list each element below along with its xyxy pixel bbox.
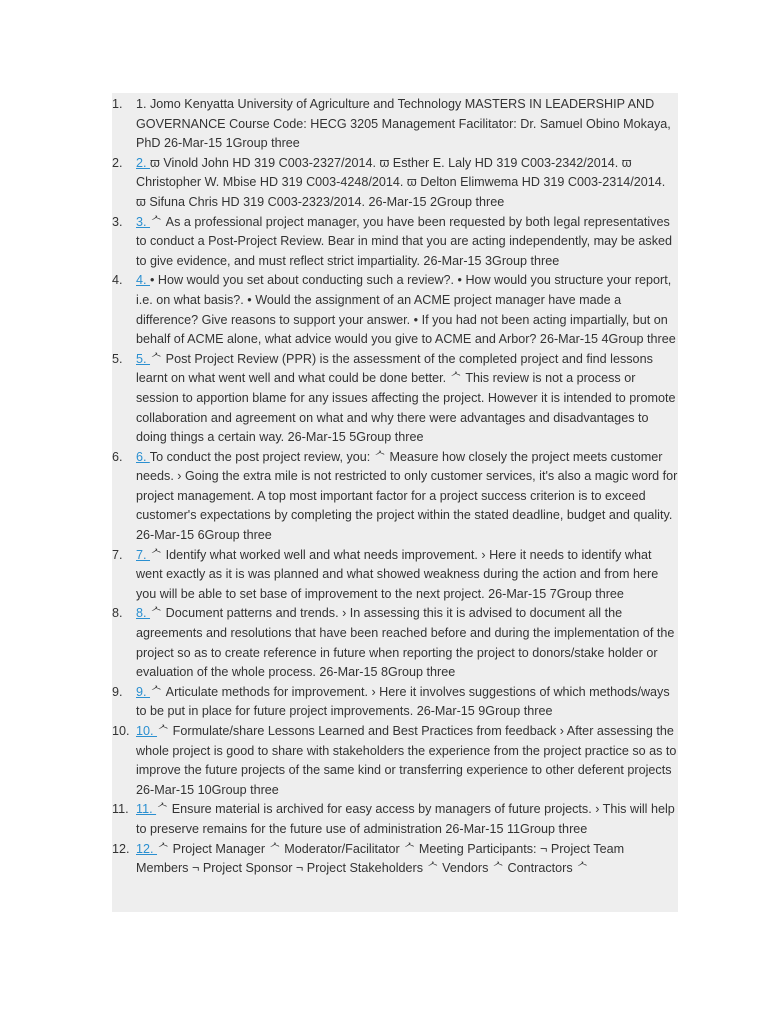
item-text: ᄉ Formulate/share Lessons Learned and Best Practices from feedback › After assessing the whole project is good to share with stakeholders the experience from the project practice so as to improve the future projects of the same kind or transferring experience to other deferent projects 26-Mar-15 10Group three: [136, 724, 677, 797]
item-number: 5.: [112, 351, 123, 366]
list-item: [112, 800, 678, 839]
list-item: [112, 213, 678, 272]
item-link[interactable]: 12.: [136, 841, 158, 856]
list-item: [112, 840, 678, 879]
item-text: • How would you set about conducting such a review?. • How would you structure your report, i.e. on what basis?. • Would the assignment of an ACME project manager have made a difference? Give reasons to support your answer. • If you had not been acting impartially, but on behalf of ACME alone, what advice would you give to ACME and Arbor? 26-Mar-15 4Group three: [136, 273, 676, 347]
item-number: 2.: [112, 155, 123, 170]
item-number: 9.: [112, 684, 123, 699]
item-text: ᄉ Ensure material is archived for easy access by managers of future projects. › This will help to preserve remains for the future use of administration 26-Mar-15 11Group three: [136, 802, 675, 836]
item-text: 1. Jomo Kenyatta University of Agriculture and Technology MASTERS IN LEADERSHIP AND GOVERNANCE Course Code: HECG 3205 Management Facilitator: Dr. Samuel Obino Mokaya, PhD 26-Mar-15 1Group three: [136, 97, 671, 151]
item-number: 6.: [112, 449, 123, 464]
list-item: [112, 448, 678, 546]
item-number: 4.: [112, 273, 123, 288]
item-number: 11.: [112, 802, 129, 817]
item-link[interactable]: 2.: [136, 155, 151, 170]
item-link[interactable]: 3.: [136, 214, 151, 229]
list-item: [112, 350, 678, 448]
list-item: [112, 271, 678, 349]
item-number: 10.: [112, 724, 130, 738]
list-item: [112, 683, 678, 722]
item-link[interactable]: 5.: [136, 351, 151, 366]
item-text: To conduct the post project review, you: ᄉ Measure how closely the project meets customer needs. › Going the extra mile is not restricted to only customer services, it's also a magic word for project management. A top most important factor for a project success criterion is to exceed customer's expectations by completing the project within the stated deadline, budget and quality. 26-Mar-15 6Group three: [136, 449, 678, 543]
item-number: 1.: [112, 97, 123, 111]
item-text: ᄉ As a professional project manager, you have been requested by both legal representatives to conduct a Post-Project Review. Bear in mind that you are acting independently, may be asked to give evidence, and must reflect strict impartiality. 26-Mar-15 3Group three: [136, 214, 673, 268]
item-link[interactable]: 4.: [136, 273, 151, 288]
list-item: [112, 604, 678, 682]
item-text: ᄉ Identify what worked well and what needs improvement. › Here it needs to identify what went exactly as it is was planned and what showed weakness during the action and from here you will be able to set base of improvement to the next project. 26-Mar-15 7Group three: [136, 547, 659, 601]
item-link[interactable]: 7.: [136, 547, 151, 562]
item-text: ϖ Vinold John HD 319 C003-2327/2014. ϖ Esther E. Laly HD 319 C003-2342/2014. ϖ Christopher W. Mbise HD 319 C003-4248/2014. ϖ Delton Elimwema HD 319 C003-2314/2014. ϖ Sifuna Chris HD 319 C003-2323/2014. 26-Mar-15 2Group three: [136, 155, 666, 209]
item-text: ᄉ Post Project Review (PPR) is the assessment of the completed project and find lessons learnt on what went well and what could be done better. ᄉ This review is not a process or session to apportion blame for any issues affecting the project. However it is intended to promote collaboration and agreement on what and why there were advantages and disadvantages to doing things a certain way. 26-Mar-15 5Group three: [136, 351, 676, 445]
item-text: ᄉ Articulate methods for improvement. › Here it involves suggestions of which methods/ways to be put in place for future project improvements. 26-Mar-15 9Group three: [136, 684, 670, 719]
item-text: ᄉ Project Manager ᄉ Moderator/Facilitator ᄉ Meeting Participants: ¬ Project Team Members ¬ Project Sponsor ¬ Project Stakeholders ᄉ Vendors ᄉ Contractors ᄉ: [136, 841, 625, 876]
item-link[interactable]: 10.: [136, 724, 158, 738]
list-item: [112, 546, 678, 605]
item-link[interactable]: 6.: [136, 449, 150, 464]
item-number: 12.: [112, 841, 130, 856]
item-text: ᄉ Document patterns and trends. › In assessing this it is advised to document all the agreements and resolutions that have been reached before and during the implementation of the project so as to create reference in future when reporting the project to donors/stake holder or evaluation of the whole process. 26-Mar-15 8Group three: [136, 606, 675, 680]
list-item: [112, 95, 678, 154]
list-item: [112, 722, 678, 800]
slide-list: [112, 95, 678, 879]
list-item: [112, 154, 678, 213]
item-link[interactable]: 8.: [136, 606, 151, 621]
item-number: 3.: [112, 214, 123, 229]
item-number: 8.: [112, 606, 123, 621]
item-number: 7.: [112, 547, 123, 562]
item-link[interactable]: 9.: [136, 684, 151, 699]
item-link[interactable]: 11.: [136, 802, 157, 817]
